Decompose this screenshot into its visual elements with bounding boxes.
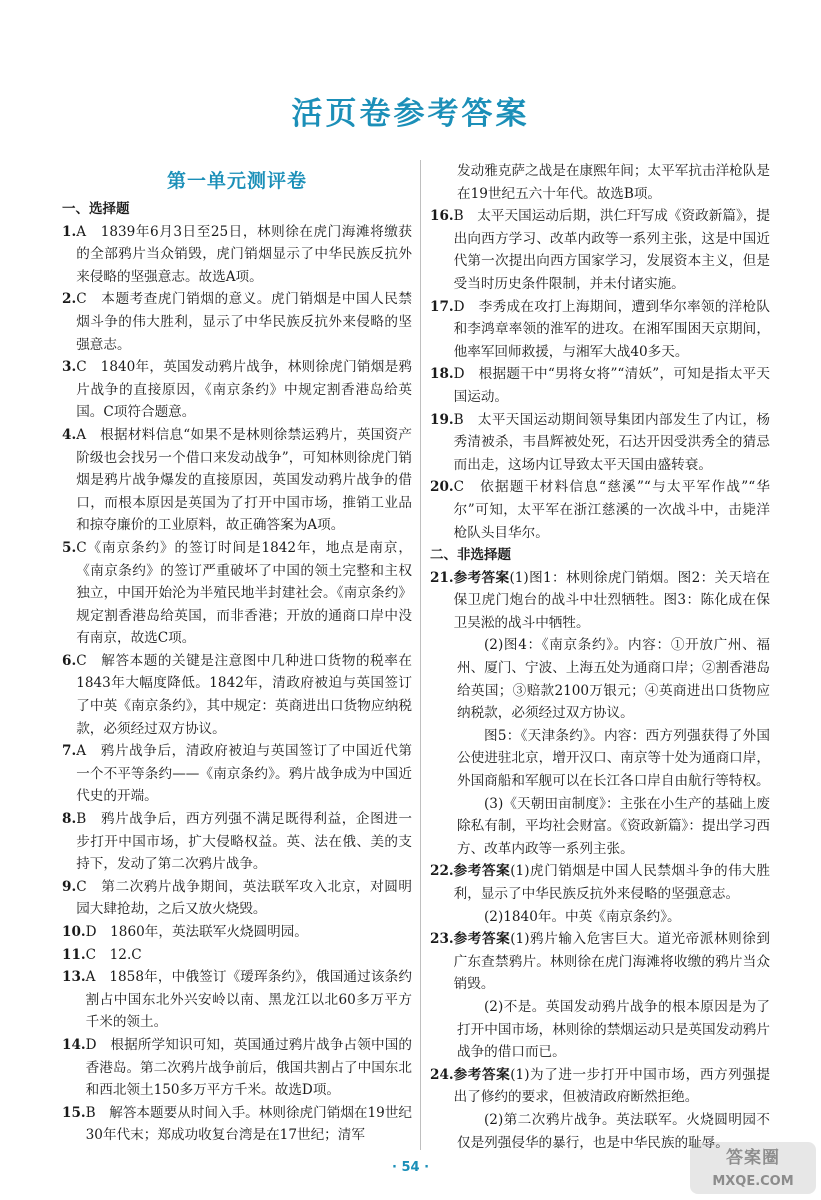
item-explanation: 第二次鸦片战争期间，英法联军攻入北京，对圆明园大肆抢劫，之后又放火烧毁。 (76, 878, 412, 918)
item-text (76, 808, 412, 876)
section-title: 第一单元测评卷 (166, 170, 307, 192)
item-text (76, 537, 412, 650)
item-number: 20. (430, 479, 454, 496)
answer-item (430, 296, 770, 364)
item-explanation: 12.C (96, 946, 142, 963)
part2-answer-list (430, 567, 770, 1154)
answer-item (62, 876, 412, 921)
item-explanation: 1860年，英法联军火烧圆明园。 (96, 924, 308, 940)
item-answer: B (76, 811, 87, 828)
item-text (454, 860, 770, 905)
item-text (86, 1034, 412, 1102)
answer-paragraph: (2)不是。英国发动鸦片战争的根本原因是为了打开中国市场，林则徐的禁烟运动只是英国发动鸦片战争的借口而已。 (457, 998, 770, 1061)
item-answer: A (76, 743, 87, 760)
item-explanation: 李秀成在攻打上海期间，遭到华尔率领的洋枪队和李鸿章率领的淮军的进攻。在湘军围困天京期间，他率军回师救援，与湘军大战40多天。 (453, 298, 770, 360)
answer-item (62, 921, 412, 944)
item-answer: C (76, 878, 87, 895)
item-text (86, 1102, 412, 1147)
item-number: 9. (62, 878, 77, 895)
item-explanation: 根据材料信息“如果不是林则徐禁运鸦片，英国资产阶级也会找另一个借口来发动战争”，可知林则徐虎门销烟是鸦片战争爆发的直接原因，英国发动鸦片战争的借口，而根本原因是英国为了打开中国市场，推销工业品和掠夺廉价的工业原料，故正确答案为A项。 (76, 426, 412, 534)
item-answer: B (453, 411, 464, 428)
item-explanation: (1)鸦片输入危害巨大。道光帝派林则徐到广东查禁鸦片。林则徐在虎门海滩将收缴的鸦片当众销毁。 (453, 931, 770, 993)
watermark-url: MXQE.COM (712, 1174, 794, 1189)
item-explanation: 依据题干材料信息“慈溪”“与太平军作战”“华尔”可知，太平军在浙江慈溪的一次战斗中，击毙洋枪队头目华尔。 (453, 479, 770, 541)
item-explanation: 根据题干中“男将女将”“清妖”，可知是指太平天国运动。 (453, 366, 770, 405)
answer-item (62, 1034, 412, 1102)
item-answer: A (76, 223, 87, 240)
item-explanation: 太平天国运动期间领导集团内部发生了内讧，杨秀清被杀，韦昌辉被处死，石达开因受洪秀全的猜忌而出走，这场内讧导致太平天国由盛转衰。 (453, 411, 770, 473)
item-text (454, 363, 770, 408)
right-column (430, 160, 770, 1154)
answer-item (62, 424, 412, 537)
part2-item (430, 567, 770, 635)
answer-item (62, 944, 412, 967)
item-number: 8. (62, 811, 77, 828)
item-number: 1. (62, 223, 77, 240)
column-divider (420, 160, 421, 1150)
item-number: 10. (62, 924, 86, 940)
part2-item (430, 860, 770, 905)
item-text (454, 296, 770, 364)
item-answer: C (85, 946, 97, 963)
item-answer: D (85, 924, 97, 940)
part1-heading: 一、选择题 (62, 201, 130, 217)
item-explanation: 1839年6月3日至25日，林则徐在虎门海滩将缴获的全部鸦片当众销毁，虎门销烟显示了中华民族反抗外来侵略的坚强意志。故选A项。 (76, 223, 412, 285)
answer-item (430, 476, 770, 544)
item-text (76, 650, 412, 740)
item-text (76, 288, 412, 356)
answer-paragraph: 图5：《天津条约》。内容：西方列强获得了外国公使进驻北京，增开汉口、南京等十处为通商口岸，外国商船和军舰可以在长江各口岸自由航行等特权。 (457, 727, 770, 790)
answer-item (62, 537, 412, 650)
item-text (76, 356, 412, 424)
item-number: 16. (430, 208, 454, 225)
item-explanation: (1)为了进一步打开中国市场，西方列强提出了修约的要求，但被清政府断然拒绝。 (453, 1066, 770, 1106)
item-answer: A (76, 426, 87, 443)
answer-paragraph: (3)《天朝田亩制度》：主张在小生产的基础上废除私有制，平均社会财富。《资政新篇》：提出学习西方、改革内政等一系列主张。 (457, 795, 770, 857)
item-explanation: 太平天国运动后期，洪仁玕写成《资政新篇》，提出向西方学习、改革内政等一系列主张，这是中国近代第一次提出向西方国家学习，发展资本主义，但是受当时历史条件限制，并未付诸实施。 (453, 208, 770, 292)
item-answer: A (85, 969, 96, 986)
part2-item (430, 1064, 770, 1109)
item-explanation: 鸦片战争后，清政府被迫与英国签订了中国近代第一个不平等条约——《南京条约》。鸦片战争成为中国近代史的开端。 (76, 743, 412, 805)
answer-item (62, 356, 412, 424)
item-text (454, 928, 770, 996)
watermark-logo (690, 1142, 816, 1194)
page-main-title: 活页卷参考答案 (291, 96, 530, 132)
item-text (76, 876, 412, 921)
answer-paragraph: (2)1840年。中英《南京条约》。 (484, 908, 681, 925)
item-number: 17. (430, 298, 454, 315)
item-number: 11. (62, 946, 86, 963)
item-answer: C (76, 359, 87, 376)
item-number: 24. (430, 1066, 454, 1083)
item-number: 13. (62, 969, 86, 986)
item-number: 23. (430, 931, 454, 948)
item-text (454, 476, 770, 544)
reference-answer-label: 参考答案 (453, 931, 511, 948)
item-text (454, 1064, 770, 1109)
item-explanation: 本题考查虎门销烟的意义。虎门销烟是中国人民禁烟斗争的伟大胜利，显示了中华民族反抗外来侵略的坚强意志。 (76, 291, 412, 353)
right-answer-list (430, 205, 770, 544)
item-explanation: 《南京条约》的签订时间是1842年，地点是南京，《南京条约》的签订严重破坏了中国的领土完整和主权独立，中国开始沦为半殖民地半封建社会。《南京条约》规定割香港岛给英国，而非香港；开放的通商口岸中没有南京，故选C项。 (76, 539, 412, 647)
item-text (76, 424, 412, 537)
item-number: 18. (430, 366, 454, 383)
answer-paragraph: (2)第二次鸦片战争。英法联军。火烧圆明园不仅是列强侵华的暴行，也是中华民族的耻辱。 (457, 1111, 770, 1151)
item-number: 4. (62, 426, 77, 443)
item-number: 21. (430, 569, 454, 586)
item-explanation: 1840年，英国发动鸦片战争，林则徐虎门销烟是鸦片战争的直接原因，《南京条约》中规定割香港岛给英国。C项符合题意。 (76, 359, 412, 421)
item-explanation: (1)虎门销烟是中国人民禁烟斗争的伟大胜利，显示了中华民族反抗外来侵略的坚强意志。 (453, 863, 770, 902)
item-text (86, 944, 412, 967)
answer-item (62, 966, 412, 1034)
item-number: 15. (62, 1104, 86, 1121)
item-number: 14. (62, 1036, 86, 1053)
page-number: · 54 · (391, 1160, 430, 1175)
item-answer: B (453, 208, 464, 225)
answer-item (62, 288, 412, 356)
left-column (62, 160, 412, 1147)
reference-answer-label: 参考答案 (453, 1066, 511, 1083)
part2-heading: 二、非选择题 (430, 547, 511, 564)
item-explanation: 鸦片战争后，西方列强不满足既得利益，企图进一步打开中国市场，扩大侵略权益。英、法在俄、美的支持下，发动了第二次鸦片战争。 (76, 811, 412, 873)
item-explanation: 解答本题要从时间入手。林则徐虎门销烟在19世纪30年代末；郑成功收复台湾是在17世纪；清军 (85, 1104, 413, 1144)
item-number: 7. (62, 743, 77, 760)
reference-answer-label: 参考答案 (453, 569, 510, 586)
item-number: 3. (62, 359, 77, 376)
answer-item (430, 205, 770, 295)
watermark-mark: 答案圈 (726, 1148, 780, 1168)
reference-answer-label: 参考答案 (453, 863, 511, 880)
item-answer: C (76, 291, 87, 308)
continued-answer-text: 发动雅克萨之战是在康熙年间；太平军抗击洋枪队是在19世纪五六十年代。故选B项。 (457, 163, 770, 202)
item-answer: D (453, 366, 465, 383)
part2-item (430, 928, 770, 996)
item-text (76, 221, 412, 289)
item-answer: D (453, 298, 465, 315)
item-text (454, 205, 770, 295)
answer-paragraph: (2)图4：《南京条约》。内容：①开放广州、福州、厦门、宁波、上海五处为通商口岸；②割香港岛给英国；③赔款2100万银元；④英商进出口货物应纳税款，必须经过双方协议。 (457, 637, 770, 722)
item-text (454, 409, 770, 477)
answer-item (62, 650, 412, 740)
left-answer-list (62, 221, 412, 1147)
item-number: 6. (62, 652, 77, 669)
item-explanation: (1)图1：林则徐虎门销烟。图2：关天培在保卫虎门炮台的战斗中壮烈牺牲。图3：陈化成在保卫吴淞的战斗中牺牲。 (453, 569, 770, 631)
answer-item (62, 808, 412, 876)
item-explanation: 解答本题的关键是注意图中几种进口货物的税率在1843年大幅度降低。1842年，清政府被迫与英国签订了中英《南京条约》，其中规定：英商进出口货物应纳税款，必须经过双方协议。 (76, 652, 412, 737)
item-answer: C (76, 652, 87, 669)
item-text (454, 567, 770, 635)
item-explanation: 1858年，中俄签订《瑷珲条约》，俄国通过该条约割占中国东北外兴安岭以南、黑龙江以北60多万平方千米的领土。 (85, 969, 412, 1031)
item-number: 5. (62, 539, 77, 556)
answer-item (62, 740, 412, 808)
item-text (86, 966, 412, 1034)
item-number: 22. (430, 863, 454, 880)
item-number: 2. (62, 291, 77, 308)
answer-item (430, 363, 770, 408)
item-answer: D (85, 1036, 97, 1053)
item-number: 19. (430, 411, 454, 428)
answer-item (430, 409, 770, 477)
item-text (86, 921, 412, 944)
item-answer: C (76, 539, 87, 556)
item-text (76, 740, 412, 808)
item-explanation: 根据所学知识可知，英国通过鸦片战争占领中国的香港岛。第二次鸦片战争前后，俄国共割占了中国东北和西北领土150多万平方千米。故选D项。 (85, 1036, 412, 1099)
answer-item (62, 221, 412, 289)
item-answer: B (85, 1104, 96, 1121)
answer-item (62, 1102, 412, 1147)
item-answer: C (453, 479, 465, 496)
